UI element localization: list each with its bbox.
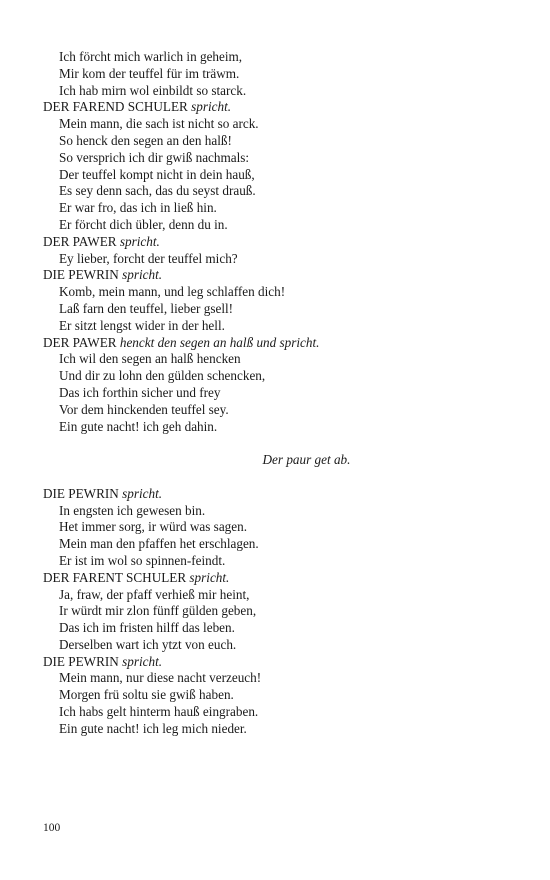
verse-line: So henck den segen an den halß! bbox=[59, 132, 232, 148]
page-number: 100 bbox=[43, 822, 61, 834]
verse-line: In engsten ich gewesen bin. bbox=[59, 502, 206, 518]
verse-line: Ir würdt mir zlon fünff gülden geben, bbox=[59, 603, 257, 619]
verse-line: Mir kom der teuffel für im träwm. bbox=[59, 65, 240, 81]
speaker-name: DIE PEWRIN bbox=[43, 485, 119, 501]
verse-line: Ein gute nacht! ich geh dahin. bbox=[59, 418, 218, 434]
speaker-name: DIE PEWRIN bbox=[43, 653, 119, 669]
speaker-name: DIE PEWRIN bbox=[43, 267, 119, 283]
blank-line bbox=[43, 469, 510, 486]
verse-line: Mein mann, nur diese nacht verzeuch! bbox=[59, 670, 262, 686]
verse-line: Ich förcht mich warlich in geheim, bbox=[59, 49, 243, 64]
verse-line: Ich hab mirn wol einbildt so starck. bbox=[59, 82, 247, 98]
verse-line: So versprich ich dir gwiß nachmals: bbox=[59, 149, 250, 165]
verse-line: Er sitzt lengst wider in der hell. bbox=[59, 317, 225, 333]
verse-line: Het immer sorg, ir würd was sagen. bbox=[59, 519, 248, 535]
speaker-name: DER FAREND SCHULER bbox=[43, 99, 188, 115]
blank-line bbox=[43, 435, 510, 452]
speaker-heading bbox=[43, 570, 510, 587]
verse-line: Das ich im fristen hilff das leben. bbox=[59, 620, 235, 636]
speech-direction: henckt den segen an halß und spricht. bbox=[119, 334, 320, 350]
verse-line: Ey lieber, forcht der teuffel mich? bbox=[59, 250, 238, 266]
speaker-heading bbox=[43, 234, 510, 251]
verse-line: Morgen frü soltu sie gwiß haben. bbox=[59, 687, 234, 703]
stage-direction bbox=[43, 452, 510, 469]
verse-line: Mein mann, die sach ist nicht so arck. bbox=[59, 116, 259, 132]
speaker-name: DER FARENT SCHULER bbox=[43, 569, 187, 585]
verse-line: Ich habs gelt hinterm hauß eingraben. bbox=[59, 704, 259, 720]
verse-line: Ja, fraw, der pfaff verhieß mir heint, bbox=[59, 586, 250, 602]
speech-direction: spricht. bbox=[122, 485, 163, 501]
speaker-name: DER PAWER bbox=[43, 334, 117, 350]
verse-line: Derselben wart ich ytzt von euch. bbox=[59, 636, 237, 652]
verse-line: Er förcht dich übler, denn du in. bbox=[59, 216, 228, 232]
verse-line: Er war fro, das ich in ließ hin. bbox=[59, 200, 217, 216]
verse-line: Der teuffel kompt nicht in dein hauß, bbox=[59, 166, 255, 182]
stage-direction-text: Der paur get ab. bbox=[262, 452, 351, 468]
speaker-heading bbox=[43, 99, 510, 116]
verse-line: Das ich forthin sicher und frey bbox=[59, 384, 221, 400]
verse-line: Mein man den pfaffen het erschlagen. bbox=[59, 536, 259, 552]
speaker-heading bbox=[43, 654, 510, 671]
verse-line: Laß farn den teuffel, lieber gsell! bbox=[59, 300, 234, 316]
verse-line: Er ist im wol so spinnen-feindt. bbox=[59, 552, 226, 568]
speech-direction: spricht. bbox=[122, 267, 163, 283]
speech-direction: spricht. bbox=[191, 99, 232, 115]
verse-line: Und dir zu lohn den gülden schencken, bbox=[59, 368, 266, 384]
speaker-heading bbox=[43, 486, 510, 503]
speech-direction: spricht. bbox=[189, 569, 230, 585]
speaker-name: DER PAWER bbox=[43, 233, 117, 249]
speaker-heading bbox=[43, 335, 510, 352]
verse-line: Ein gute nacht! ich leg mich nieder. bbox=[59, 720, 247, 736]
verse-line: Es sey denn sach, das du seyst drauß. bbox=[59, 183, 256, 199]
verse-line: Komb, mein mann, und leg schlaffen dich! bbox=[59, 284, 286, 300]
play-text bbox=[43, 49, 510, 738]
speech-direction: spricht. bbox=[119, 233, 160, 249]
speech-direction: spricht. bbox=[122, 653, 163, 669]
verse-line: Vor dem hinckenden teuffel sey. bbox=[59, 401, 229, 417]
verse-line: Ich wil den segen an halß hencken bbox=[59, 351, 241, 367]
speaker-heading bbox=[43, 267, 510, 284]
